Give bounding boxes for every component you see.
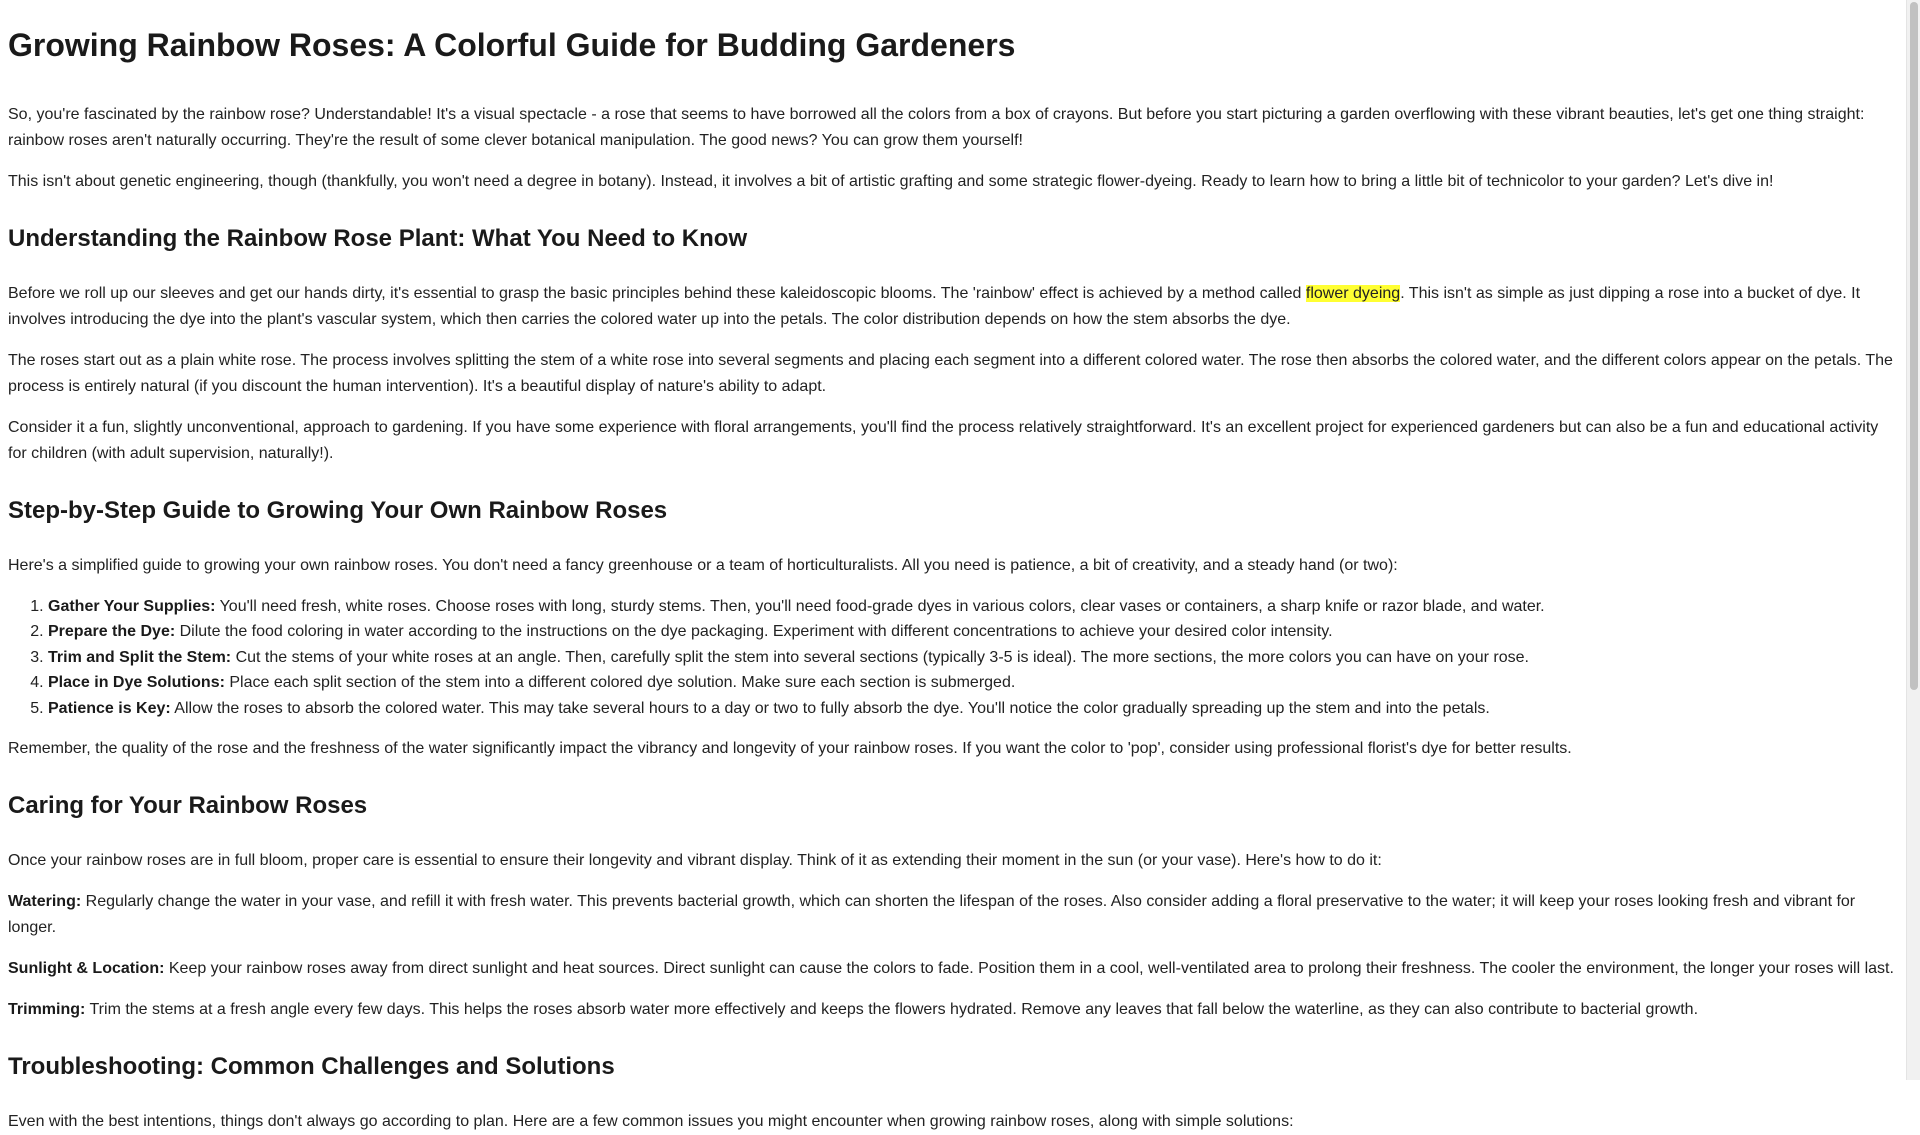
scrollbar-thumb[interactable] [1910,2,1918,690]
care-tip-label: Sunlight & Location: [8,960,165,978]
care-tip-text: Trim the stems at a fresh angle every few days. This helps the roses absorb water more effectively and keeps the flowers hydrated. Remove any leaves that fall below the waterline, as they can also contribute to bacterial growth. [85,1001,1699,1019]
understanding-paragraph-1 [8,281,1898,333]
section-heading-understanding: Understanding the Rainbow Rose Plant: What You Need to Know [8,225,748,253]
page-title: Growing Rainbow Roses: A Colorful Guide for Budding Gardeners [8,27,1016,63]
highlighted-term: flower dyeing [1305,285,1401,303]
list-item [48,645,1898,671]
step-text: Dilute the food coloring in water according to the instructions on the dye packaging. Experiment with different concentrations to achieve your desired color intensity. [175,623,1333,641]
steps-list [8,594,1898,722]
care-tip-label: Trimming: [8,1001,86,1019]
understanding-paragraph-2: The roses start out as a plain white rose. The process involves splitting the stem of a white rose into several segments and placing each segment into a different colored water. The rose then absorbs the colored water, and the different colors appear on the petals. The process is entirely natural (if you discount the human intervention). It's a beautiful display of nature's ability to adapt. [8,352,1893,396]
care-tip-trimming [8,997,1898,1023]
step-label: Prepare the Dye: [48,623,176,641]
section-heading-troubleshooting: Troubleshooting: Common Challenges and Solutions [8,1053,615,1081]
understanding-p1-text-before: Before we roll up our sleeves and get our hands dirty, it's essential to grasp the basic principles behind these kaleidoscopic blooms. The 'rainbow' effect is achieved by a method called [8,285,1306,303]
article [0,26,1906,1135]
section-heading-step-by-step: Step-by-Step Guide to Growing Your Own Rainbow Roses [8,497,668,525]
understanding-p1-text-after: . This isn't as simple as just dipping a rose into a bucket of dye. It involves introducing the dye into the plant's vascular system, which then carries the colored water up into the petals. The color distribution depends on how the stem absorbs the dye. [8,285,1861,329]
list-item [48,619,1898,645]
caring-intro-paragraph: Once your rainbow roses are in full bloom, proper care is essential to ensure their longevity and vibrant display. Think of it as extending their moment in the sun (or your vase). Here's how to do it: [8,852,1382,870]
care-tip-text: Keep your rainbow roses away from direct sunlight and heat sources. Direct sunlight can cause the colors to fade. Position them in a cool, well-ventilated area to prolong their freshness. The cooler the environment, the longer your roses will last. [164,960,1894,978]
care-tip-label: Watering: [8,893,82,911]
step-label: Trim and Split the Stem: [48,648,232,666]
steps-outro-paragraph: Remember, the quality of the rose and the freshness of the water significantly impact the vibrancy and longevity of your rainbow roses. If you want the color to 'pop', consider using professional florist's dye for better results. [8,740,1572,758]
vertical-scrollbar[interactable] [1906,0,1920,1080]
step-text: Cut the stems of your white roses at an angle. Then, carefully split the stem into several sections (typically 3-5 is ideal). The more sections, the more colors you can have on your rose. [231,648,1529,666]
list-item [48,594,1898,620]
section-heading-caring: Caring for Your Rainbow Roses [8,792,368,820]
troubleshooting-intro-paragraph: Even with the best intentions, things don't always go according to plan. Here are a few common issues you might encounter when growing rainbow roses, along with simple solutions: [8,1113,1294,1131]
care-tip-text: Regularly change the water in your vase, and refill it with fresh water. This prevents bacterial growth, which can shorten the lifespan of the roses. Also consider adding a floral preservative to the water; it will keep your roses looking fresh and vibrant for longer. [8,893,1856,937]
care-tip-sunlight [8,956,1898,982]
intro-paragraph-2: This isn't about genetic engineering, though (thankfully, you won't need a degree in botany). Instead, it involves a bit of artistic grafting and some strategic flower-dyeing. Ready to learn how to bring a little bit of technicolor to your garden? Let's dive in! [8,173,1774,191]
step-label: Gather Your Supplies: [48,597,216,615]
care-tip-watering [8,889,1898,941]
step-label: Place in Dye Solutions: [48,674,225,692]
list-item [48,696,1898,722]
list-item [48,670,1898,696]
understanding-paragraph-3: Consider it a fun, slightly unconventional, approach to gardening. If you have some experience with floral arrangements, you'll find the process relatively straightforward. It's an excellent project for experienced gardeners but can also be a fun and educational activity for children (with adult supervision, naturally!). [8,419,1879,463]
intro-paragraph-1: So, you're fascinated by the rainbow rose? Understandable! It's a visual spectacle - a rose that seems to have borrowed all the colors from a box of crayons. But before you start picturing a garden overflowing with these vibrant beauties, let's get one thing straight: rainbow roses aren't naturally occurring. They're the result of some clever botanical manipulation. The good news? You can grow them yourself! [8,106,1865,150]
step-text: Place each split section of the stem into a different colored dye solution. Make sure each section is submerged. [224,674,1016,692]
step-text: Allow the roses to absorb the colored water. This may take several hours to a day or two to fully absorb the dye. You'll notice the color gradually spreading up the stem and into the petals. [170,699,1490,717]
step-label: Patience is Key: [48,699,171,717]
steps-intro-paragraph: Here's a simplified guide to growing your own rainbow roses. You don't need a fancy greenhouse or a team of horticulturalists. All you need is patience, a bit of creativity, and a steady hand (or two): [8,556,1398,574]
step-text: You'll need fresh, white roses. Choose roses with long, sturdy stems. Then, you'll need food-grade dyes in various colors, clear vases or containers, a sharp knife or razor blade, and water. [215,597,1545,615]
